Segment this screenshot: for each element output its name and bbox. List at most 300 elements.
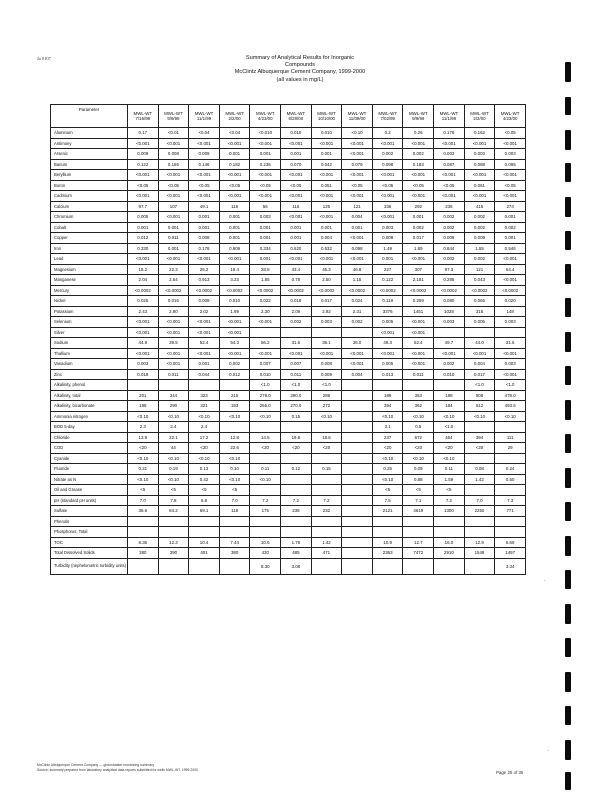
value-cell: 54.3 xyxy=(219,338,250,349)
value-cell xyxy=(372,558,403,574)
value-cell: 0.011 xyxy=(281,369,312,380)
value-cell xyxy=(342,474,373,485)
value-cell: 270.0 xyxy=(281,401,312,412)
binder-mark xyxy=(565,231,571,250)
value-cell: 0.08 xyxy=(464,464,495,475)
table-row xyxy=(51,432,526,443)
parameter-cell: Cyanide xyxy=(51,453,128,464)
table-row xyxy=(51,180,526,191)
value-cell: 0.26 xyxy=(403,128,434,139)
value-cell xyxy=(250,327,281,338)
parameter-cell: Vanadium xyxy=(51,359,128,370)
value-cell: <0.0002 xyxy=(281,285,312,296)
value-cell: 0.001 xyxy=(219,222,250,233)
value-cell xyxy=(311,474,342,485)
parameter-cell: Chloride xyxy=(51,432,128,443)
value-cell: 215 xyxy=(219,390,250,401)
table-row xyxy=(51,201,526,212)
value-cell: 0.008 xyxy=(311,359,342,370)
value-cell: 10.6 xyxy=(250,537,281,548)
table-row xyxy=(51,380,526,391)
value-cell: 1.42 xyxy=(464,474,495,485)
value-cell: <0.001 xyxy=(250,170,281,181)
parameter-cell: TOC xyxy=(51,537,128,548)
value-cell: <0.04 xyxy=(189,128,220,139)
value-cell: 0.013 xyxy=(372,369,403,380)
value-cell: <0.001 xyxy=(158,359,189,370)
parameter-cell: Alkalinity, total xyxy=(51,390,128,401)
value-cell: <0.001 xyxy=(403,327,434,338)
value-cell: <5 xyxy=(189,485,220,496)
column-header xyxy=(403,105,434,128)
page-number: Page 25 of 35 xyxy=(496,770,524,775)
value-cell: 0.285 xyxy=(434,275,465,286)
value-cell: 0.018 xyxy=(281,296,312,307)
binder-mark xyxy=(565,197,571,217)
value-cell: 0.620 xyxy=(281,243,312,254)
value-cell xyxy=(342,527,373,538)
binder-mark xyxy=(565,740,571,760)
value-cell xyxy=(495,485,526,496)
table-row xyxy=(51,474,526,485)
value-cell: <1.0 xyxy=(464,380,495,391)
table-row xyxy=(51,516,526,527)
value-cell: 0.001 xyxy=(219,149,250,160)
value-cell: 0.001 xyxy=(189,212,220,223)
value-cell: 0.165 xyxy=(158,159,189,170)
binder-mark xyxy=(565,434,571,453)
value-cell: 7.0 xyxy=(128,495,159,506)
margin-tick: · xyxy=(544,578,546,584)
column-header xyxy=(342,105,373,128)
value-cell: 10.9 xyxy=(372,537,403,548)
value-cell: 0.78 xyxy=(281,275,312,286)
value-cell: 0.070 xyxy=(281,159,312,170)
value-cell: <0.001 xyxy=(158,170,189,181)
value-cell: 0.025 xyxy=(128,296,159,307)
value-cell: 321 xyxy=(189,401,220,412)
column-header xyxy=(158,105,189,128)
value-cell: 0.009 xyxy=(311,369,342,380)
value-cell xyxy=(464,422,495,433)
value-cell: <0.001 xyxy=(189,317,220,328)
parameter-cell: Ammonia nitrogen xyxy=(51,411,128,422)
value-cell: <0.001 xyxy=(342,359,373,370)
value-cell: 0.001 xyxy=(158,222,189,233)
parameter-cell: Arsenic xyxy=(51,149,128,160)
value-cell: 2.02 xyxy=(189,306,220,317)
value-cell: 290.0 xyxy=(281,390,312,401)
column-well: MWL-WT xyxy=(470,110,489,116)
value-cell: <0.10 xyxy=(158,411,189,422)
parameter-cell: Alkalinity, phenol. xyxy=(51,380,128,391)
value-cell: 478.0 xyxy=(495,390,526,401)
value-cell xyxy=(403,527,434,538)
value-cell: 0.087 xyxy=(434,159,465,170)
value-cell: 111 xyxy=(495,432,526,443)
column-date: 4/23/00 xyxy=(502,116,518,121)
value-cell: 3.08 xyxy=(281,558,312,574)
value-cell: <0.10 xyxy=(434,411,465,422)
value-cell: <5 xyxy=(219,485,250,496)
value-cell: <0.10 xyxy=(250,474,281,485)
value-cell: 236 xyxy=(434,201,465,212)
value-cell: 0.122 xyxy=(372,275,403,286)
value-cell: 0.001 xyxy=(495,233,526,244)
value-cell: 121 xyxy=(342,201,373,212)
value-cell: <0.001 xyxy=(495,138,526,149)
value-cell: 118 xyxy=(219,506,250,517)
value-cell: 198 xyxy=(128,401,159,412)
parameter-cell: Phenols xyxy=(51,516,128,527)
table-row xyxy=(51,243,526,254)
value-cell: <20 xyxy=(281,443,312,454)
value-cell: 0.044 xyxy=(189,369,220,380)
value-cell: 0.018 xyxy=(128,369,159,380)
value-cell: 49.3 xyxy=(372,338,403,349)
value-cell: <0.0002 xyxy=(464,285,495,296)
value-cell: 0.002 xyxy=(342,317,373,328)
column-date: 2/2/00 xyxy=(228,116,241,121)
value-cell: 0.043 xyxy=(464,275,495,286)
value-cell: <0.001 xyxy=(464,348,495,359)
value-cell xyxy=(128,516,159,527)
value-cell xyxy=(342,432,373,443)
value-cell: <0.0002 xyxy=(189,285,220,296)
value-cell: 0.001 xyxy=(250,149,281,160)
value-cell xyxy=(342,516,373,527)
value-cell: <0.001 xyxy=(342,138,373,149)
value-cell: <0.01 xyxy=(158,128,189,139)
value-cell: <20 xyxy=(464,443,495,454)
value-cell: 485 xyxy=(281,548,312,559)
value-cell: 7.0 xyxy=(464,495,495,506)
value-cell xyxy=(281,485,312,496)
value-cell: <0.05 xyxy=(219,180,250,191)
value-cell: <0.001 xyxy=(403,359,434,370)
parameter-cell: Fluoride xyxy=(51,464,128,475)
value-cell xyxy=(158,558,189,574)
value-cell: <0.04 xyxy=(219,128,250,139)
value-cell: <0.10 xyxy=(128,474,159,485)
table-row xyxy=(51,138,526,149)
value-cell xyxy=(311,422,342,433)
parameter-cell: Lead xyxy=(51,254,128,265)
value-cell: <0.001 xyxy=(342,149,373,160)
value-cell: <0.10 xyxy=(189,453,220,464)
value-cell xyxy=(128,527,159,538)
value-cell: <5 xyxy=(158,485,189,496)
value-cell: 0.003 xyxy=(128,359,159,370)
column-header xyxy=(250,105,281,128)
parameter-cell: Barium xyxy=(51,159,128,170)
value-cell: <0.001 xyxy=(281,138,312,149)
value-cell: 0.012 xyxy=(219,369,250,380)
binder-mark xyxy=(565,298,571,317)
value-cell xyxy=(342,537,373,548)
value-cell: 19.8 xyxy=(281,432,312,443)
table-row xyxy=(51,296,526,307)
value-cell: 278.0 xyxy=(250,390,281,401)
value-cell xyxy=(219,422,250,433)
table-row xyxy=(51,317,526,328)
value-cell: 0.002 xyxy=(495,222,526,233)
column-well: MWL-WT xyxy=(378,110,397,116)
table-row xyxy=(51,443,526,454)
value-cell: 0.002 xyxy=(219,359,250,370)
column-date: 7/16/99 xyxy=(135,116,151,121)
value-cell: 0.001 xyxy=(281,233,312,244)
value-cell xyxy=(342,401,373,412)
value-cell: 0.183 xyxy=(403,159,434,170)
value-cell xyxy=(342,443,373,454)
table-row xyxy=(51,401,526,412)
binder-mark xyxy=(565,264,571,284)
value-cell: 227 xyxy=(372,264,403,275)
value-cell: <0.10 xyxy=(372,453,403,464)
value-cell: 430 xyxy=(250,548,281,559)
value-cell: <0.001 xyxy=(434,348,465,359)
footer xyxy=(37,763,198,773)
parameter-cell: Nitrate as N xyxy=(51,474,128,485)
value-cell: <0.001 xyxy=(311,254,342,265)
column-well: MWL-WT xyxy=(347,110,367,116)
value-cell: 22.1 xyxy=(158,432,189,443)
parameter-header: Parameter xyxy=(51,105,128,128)
value-cell: 16.0 xyxy=(434,537,465,548)
value-cell: 44.9 xyxy=(128,338,159,349)
table-row xyxy=(51,254,526,265)
value-cell: <0.001 xyxy=(158,348,189,359)
title-line: McClintz Albuquerque Cement Company, 1999-2000 xyxy=(234,69,366,76)
value-cell: 0.022 xyxy=(250,296,281,307)
value-cell xyxy=(464,453,495,464)
value-cell: 0.011 xyxy=(158,369,189,380)
value-cell: 0.003 xyxy=(495,149,526,160)
value-cell: <1.0 xyxy=(434,422,465,433)
value-cell: <0.001 xyxy=(189,327,220,338)
value-cell: <0.001 xyxy=(403,191,434,202)
value-cell xyxy=(281,327,312,338)
value-cell: 0.002 xyxy=(434,149,465,160)
value-cell: 84.2 xyxy=(158,506,189,517)
column-well: MWL-WT xyxy=(225,110,244,116)
value-cell: 1497 xyxy=(495,548,526,559)
value-cell: 0.009 xyxy=(189,149,220,160)
value-cell: 7.2 xyxy=(311,495,342,506)
value-cell: <20 xyxy=(311,443,342,454)
value-cell: 336 xyxy=(372,201,403,212)
value-cell: <0.10 xyxy=(189,411,220,422)
value-cell: 7.8 xyxy=(158,495,189,506)
value-cell: <0.0002 xyxy=(495,285,526,296)
parameter-cell: Chromium xyxy=(51,212,128,223)
value-cell: <0.05 xyxy=(372,180,403,191)
value-cell xyxy=(250,422,281,433)
value-cell: 0.25 xyxy=(372,464,403,475)
value-cell xyxy=(281,453,312,464)
value-cell: 380 xyxy=(128,548,159,559)
value-cell xyxy=(495,453,526,464)
value-cell xyxy=(311,516,342,527)
value-cell: 2.43 xyxy=(128,306,159,317)
value-cell xyxy=(219,516,250,527)
value-cell: 0.001 xyxy=(158,243,189,254)
binder-mark xyxy=(565,130,571,150)
value-cell: 0.005 xyxy=(464,317,495,328)
table-row xyxy=(51,369,526,380)
value-cell: <0.05 xyxy=(495,180,526,191)
value-cell xyxy=(311,485,342,496)
value-cell: <0.001 xyxy=(219,138,250,149)
value-cell xyxy=(250,453,281,464)
value-cell: 31.6 xyxy=(495,338,526,349)
value-cell: 415 xyxy=(464,201,495,212)
value-cell: 344 xyxy=(158,390,189,401)
value-cell: <0.001 xyxy=(158,138,189,149)
value-cell: 2250 xyxy=(464,506,495,517)
value-cell: <0.10 xyxy=(128,411,159,422)
value-cell: 13.9 xyxy=(128,432,159,443)
value-cell xyxy=(342,453,373,464)
parameter-cell: Sulfate xyxy=(51,506,128,517)
value-cell: <0.10 xyxy=(311,411,342,422)
value-cell: 19.4 xyxy=(219,264,250,275)
value-cell: <0.001 xyxy=(372,191,403,202)
value-cell: <0.10 xyxy=(219,411,250,422)
parameter-cell: Manganese xyxy=(51,275,128,286)
value-cell: 1.55 xyxy=(464,243,495,254)
table-row xyxy=(51,275,526,286)
value-cell: 125 xyxy=(311,201,342,212)
table-row xyxy=(51,348,526,359)
value-cell: 0.50 xyxy=(495,474,526,485)
value-cell: <0.0002 xyxy=(219,285,250,296)
value-cell: 1451 xyxy=(403,306,434,317)
parameter-cell: Potassium xyxy=(51,306,128,317)
value-cell: <0.001 xyxy=(219,327,250,338)
value-cell: 232 xyxy=(311,506,342,517)
column-well: MWL-WT xyxy=(439,110,459,116)
parameter-cell: COD xyxy=(51,443,128,454)
parameter-cell: Magnesium xyxy=(51,264,128,275)
value-cell: 0.042 xyxy=(311,159,342,170)
value-cell: 0.546 xyxy=(495,243,526,254)
value-cell: 0.002 xyxy=(281,317,312,328)
value-cell: 121 xyxy=(464,264,495,275)
value-cell: 0.010 xyxy=(434,369,465,380)
table-row xyxy=(51,306,526,317)
value-cell: 0.010 xyxy=(250,369,281,380)
title-line: Compounds xyxy=(284,62,316,69)
value-cell: 0.003 xyxy=(495,359,526,370)
value-cell: 0.017 xyxy=(311,296,342,307)
value-cell: 2.181 xyxy=(403,275,434,286)
table-row xyxy=(51,359,526,370)
value-cell: 2.50 xyxy=(311,275,342,286)
value-cell: 0.080 xyxy=(434,296,465,307)
value-cell: <0.001 xyxy=(403,254,434,265)
value-cell: 0.17 xyxy=(128,128,159,139)
value-cell: <0.05 xyxy=(342,180,373,191)
value-cell: 0.001 xyxy=(281,149,312,160)
value-cell: 36.0 xyxy=(342,338,373,349)
value-cell xyxy=(158,527,189,538)
value-cell: <0.0002 xyxy=(250,285,281,296)
value-cell: 2121 xyxy=(372,506,403,517)
value-cell: <0.0002 xyxy=(403,285,434,296)
value-cell: 0.001 xyxy=(342,222,373,233)
value-cell: 292 xyxy=(403,201,434,212)
value-cell: 0.088 xyxy=(464,159,495,170)
value-cell: 107 xyxy=(158,201,189,212)
value-cell: 493.6 xyxy=(495,401,526,412)
value-cell: <0.10 xyxy=(464,411,495,422)
value-cell: 12.7 xyxy=(403,537,434,548)
value-cell: 0.011 xyxy=(158,233,189,244)
table-row xyxy=(51,327,526,338)
value-cell: 0.844 xyxy=(434,243,465,254)
table-row xyxy=(51,453,526,464)
value-cell: 0.098 xyxy=(342,243,373,254)
value-cell: 0.001 xyxy=(495,212,526,223)
table-row xyxy=(51,464,526,475)
column-well: MWL-WT xyxy=(164,110,183,116)
value-cell: 288 xyxy=(311,390,342,401)
value-cell: 38.6 xyxy=(128,506,159,517)
parameter-cell: Zinc xyxy=(51,369,128,380)
value-cell: 7.2 xyxy=(434,495,465,506)
value-cell: <0.001 xyxy=(434,170,465,181)
value-cell: 18.6 xyxy=(311,432,342,443)
table-row xyxy=(51,222,526,233)
value-cell: <0.05 xyxy=(434,180,465,191)
value-cell xyxy=(128,558,159,574)
column-date: 6/29/00 xyxy=(288,116,304,121)
binder-mark xyxy=(565,672,571,692)
value-cell: 0.007 xyxy=(250,359,281,370)
value-cell: 0.19 xyxy=(158,464,189,475)
value-cell: <0.001 xyxy=(281,254,312,265)
column-well: MWL-WT xyxy=(500,110,520,116)
table-row xyxy=(51,506,526,517)
value-cell: <0.001 xyxy=(311,138,342,149)
value-cell xyxy=(495,516,526,527)
value-cell: 52.4 xyxy=(189,338,220,349)
value-cell: <0.10 xyxy=(372,474,403,485)
value-cell: 0.004 xyxy=(342,369,373,380)
value-cell: 0.002 xyxy=(434,359,465,370)
value-cell: <0.001 xyxy=(189,348,220,359)
value-cell: 1.42 xyxy=(311,537,342,548)
value-cell xyxy=(219,558,250,574)
value-cell: 0.162 xyxy=(464,128,495,139)
value-cell: <1.0 xyxy=(495,380,526,391)
table-row xyxy=(51,422,526,433)
value-cell: <0.001 xyxy=(128,191,159,202)
value-cell: <0.10 xyxy=(158,453,189,464)
value-cell: <0.001 xyxy=(158,254,189,265)
results-table xyxy=(50,104,526,575)
value-cell: <0.001 xyxy=(128,327,159,338)
corner-label: Ja 0107 xyxy=(37,56,51,61)
value-cell: 0.009 xyxy=(128,149,159,160)
value-cell: <0.10 xyxy=(495,411,526,422)
value-cell xyxy=(464,485,495,496)
value-cell: <0.001 xyxy=(250,317,281,328)
value-cell: 512 xyxy=(464,401,495,412)
value-cell: <0.001 xyxy=(403,317,434,328)
